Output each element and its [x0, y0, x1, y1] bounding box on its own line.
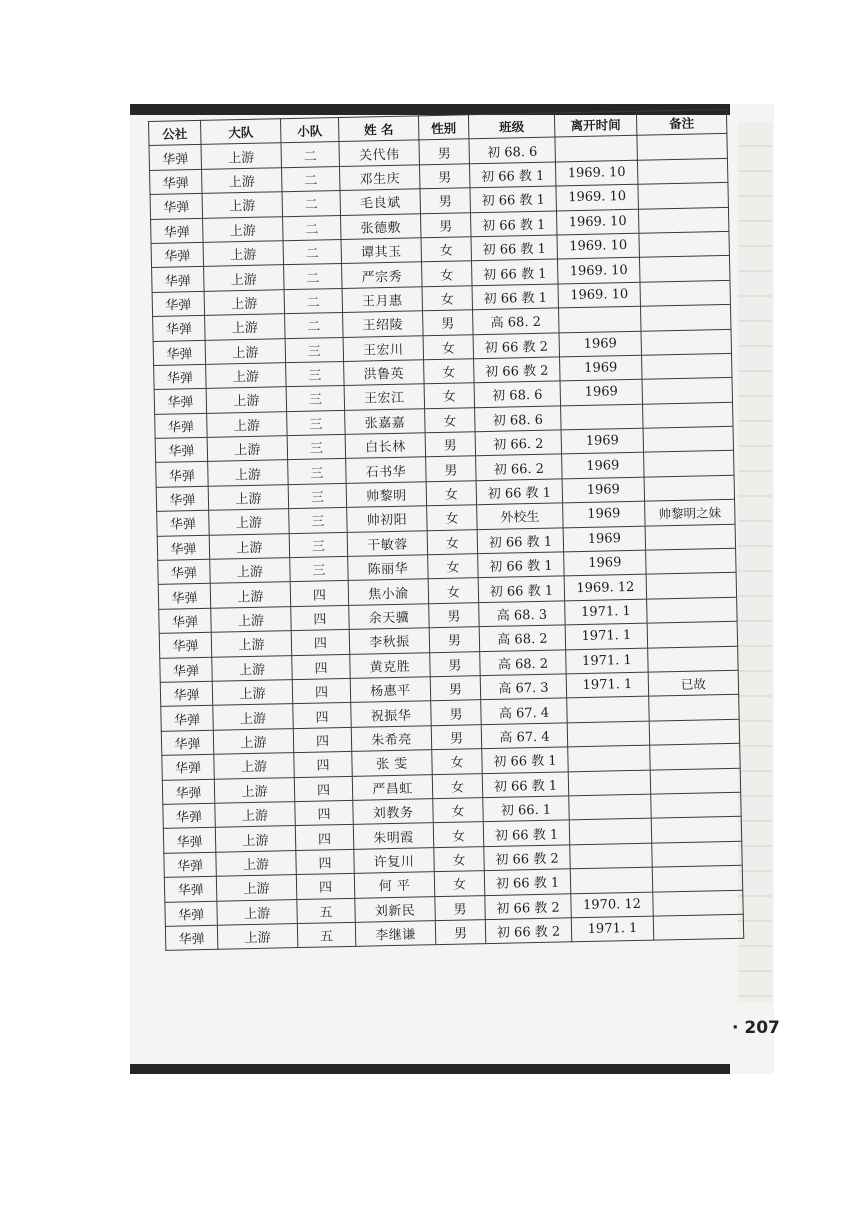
cell-gender: 女 — [433, 822, 483, 847]
cell-gender: 女 — [424, 359, 474, 384]
cell-remarks — [641, 329, 731, 355]
cell-class: 外校生 — [477, 503, 563, 529]
cell-brigade: 上游 — [208, 485, 288, 511]
cell-class: 高 68. 2 — [479, 625, 565, 651]
cell-class: 高 67. 3 — [480, 674, 566, 700]
cell-commune: 华弹 — [164, 852, 216, 877]
cell-class: 初 66 教 1 — [470, 211, 556, 237]
cell-team: 四 — [290, 581, 348, 607]
cell-leave-time: 1971. 1 — [566, 672, 648, 698]
cell-brigade: 上游 — [208, 460, 288, 486]
cell-brigade: 上游 — [217, 923, 297, 949]
cell-commune: 华弹 — [158, 559, 210, 584]
cell-commune: 华弹 — [151, 218, 203, 243]
cell-remarks — [639, 256, 729, 282]
cell-gender: 女 — [424, 383, 474, 408]
cell-remarks — [637, 134, 727, 160]
cell-class: 初 66 教 1 — [478, 576, 564, 602]
cell-remarks — [642, 378, 732, 404]
cell-leave-time: 1969 — [562, 477, 644, 503]
cell-name: 张 雯 — [352, 750, 432, 776]
cell-class: 初 66 教 1 — [482, 771, 568, 797]
cell-class: 初 66 教 1 — [471, 235, 557, 261]
cell-brigade: 上游 — [212, 680, 292, 706]
cell-name: 余天骥 — [349, 604, 429, 630]
cell-leave-time: 1969. 10 — [555, 160, 637, 186]
cell-team: 三 — [289, 532, 347, 558]
cell-commune: 华弹 — [162, 779, 214, 804]
header-leave-time: 离开时间 — [554, 111, 636, 137]
cell-leave-time — [568, 745, 650, 771]
cell-team: 三 — [285, 337, 343, 363]
cell-class: 初 66 教 1 — [478, 552, 564, 578]
cell-gender: 男 — [429, 627, 479, 652]
cell-class: 高 68. 2 — [473, 308, 559, 334]
cell-name: 王月惠 — [342, 287, 422, 313]
cell-gender: 女 — [422, 285, 472, 310]
cell-gender: 男 — [419, 139, 469, 164]
roster-table — [148, 109, 744, 951]
cell-team: 二 — [284, 264, 342, 290]
cell-name: 刘新民 — [355, 896, 435, 922]
cell-team: 三 — [290, 556, 348, 582]
cell-name: 黄克胜 — [350, 652, 430, 678]
cell-brigade: 上游 — [214, 777, 294, 803]
cell-remarks — [647, 621, 737, 647]
cell-remarks — [643, 426, 733, 452]
cell-team: 四 — [294, 776, 352, 802]
cell-gender: 男 — [430, 676, 480, 701]
cell-remarks — [644, 451, 734, 477]
cell-brigade: 上游 — [212, 655, 292, 681]
cell-commune: 华弹 — [150, 169, 202, 194]
cell-team: 五 — [297, 898, 355, 924]
cell-remarks — [637, 158, 727, 184]
cell-gender: 男 — [426, 456, 476, 481]
cell-team: 五 — [297, 922, 355, 948]
cell-name: 王宏川 — [343, 335, 423, 361]
cell-commune: 华弹 — [161, 730, 213, 755]
cell-remarks — [642, 353, 732, 379]
cell-leave-time: 1971. 1 — [566, 648, 648, 674]
cell-brigade: 上游 — [202, 167, 282, 193]
cell-team: 三 — [289, 508, 347, 534]
cell-team: 四 — [292, 678, 350, 704]
cell-class: 初 66 教 1 — [472, 284, 558, 310]
cell-gender: 男 — [435, 895, 485, 920]
cell-leave-time — [561, 404, 643, 430]
cell-commune: 华弹 — [160, 681, 212, 706]
cell-commune: 华弹 — [155, 437, 207, 462]
cell-team: 二 — [281, 142, 339, 168]
cell-class: 高 67. 4 — [481, 723, 567, 749]
cell-brigade: 上游 — [213, 704, 293, 730]
cell-brigade: 上游 — [207, 436, 287, 462]
cell-gender: 女 — [428, 554, 478, 579]
cell-leave-time — [570, 867, 652, 893]
cell-gender: 女 — [432, 773, 482, 798]
cell-remarks — [638, 207, 728, 233]
cell-class: 初 66 教 2 — [473, 332, 559, 358]
cell-gender: 男 — [431, 724, 481, 749]
cell-team: 四 — [296, 849, 354, 875]
cell-leave-time — [570, 843, 652, 869]
cell-commune: 华弹 — [150, 194, 202, 219]
cell-team: 四 — [294, 752, 352, 778]
cell-brigade: 上游 — [206, 387, 286, 413]
cell-brigade: 上游 — [210, 582, 290, 608]
cell-leave-time: 1969 — [562, 453, 644, 479]
cell-remarks: 帅黎明之妹 — [645, 500, 735, 526]
cell-remarks — [653, 914, 743, 940]
cell-commune: 华弹 — [157, 511, 209, 536]
cell-brigade: 上游 — [204, 265, 284, 291]
cell-gender: 男 — [425, 432, 475, 457]
cell-brigade: 上游 — [202, 192, 282, 218]
cell-name: 李继谦 — [355, 921, 435, 947]
cell-team: 四 — [293, 727, 351, 753]
cell-leave-time — [568, 770, 650, 796]
cell-class: 初 66 教 2 — [485, 893, 571, 919]
cell-gender: 女 — [426, 481, 476, 506]
cell-name: 张德敷 — [341, 213, 421, 239]
cell-commune: 华弹 — [163, 803, 215, 828]
cell-name: 刘教务 — [353, 799, 433, 825]
cell-leave-time — [559, 306, 641, 332]
cell-class: 初 68. 6 — [469, 137, 555, 163]
cell-team: 四 — [295, 825, 353, 851]
cell-commune: 华弹 — [161, 706, 213, 731]
cell-remarks — [639, 231, 729, 257]
cell-brigade: 上游 — [207, 411, 287, 437]
cell-remarks — [649, 695, 739, 721]
cell-class: 初 66. 1 — [483, 796, 569, 822]
cell-commune: 华弹 — [152, 267, 204, 292]
cell-class: 初 68. 6 — [474, 381, 560, 407]
cell-team: 四 — [295, 800, 353, 826]
cell-gender: 女 — [434, 846, 484, 871]
cell-name: 石书华 — [346, 457, 426, 483]
cell-name: 邓生庆 — [339, 165, 419, 191]
cell-team: 二 — [282, 166, 340, 192]
cell-commune: 华弹 — [159, 632, 211, 657]
cell-class: 初 66 教 1 — [477, 528, 563, 554]
cell-commune: 华弹 — [153, 340, 205, 365]
cell-leave-time — [569, 818, 651, 844]
cell-brigade: 上游 — [206, 363, 286, 389]
cell-name: 何 平 — [354, 872, 434, 898]
cell-brigade: 上游 — [211, 631, 291, 657]
header-class: 班级 — [468, 113, 554, 139]
table-body — [149, 134, 744, 951]
cell-name: 祝振华 — [351, 701, 431, 727]
cell-brigade: 上游 — [213, 728, 293, 754]
cell-name: 朱明霞 — [353, 823, 433, 849]
cell-commune: 华弹 — [149, 145, 201, 170]
cell-remarks — [644, 475, 734, 501]
cell-remarks: 已故 — [648, 670, 738, 696]
cell-class: 初 66 教 1 — [476, 479, 562, 505]
cell-team: 四 — [296, 873, 354, 899]
cell-team: 三 — [288, 459, 346, 485]
cell-commune: 华弹 — [156, 462, 208, 487]
cell-team: 三 — [286, 386, 344, 412]
cell-brigade: 上游 — [214, 753, 294, 779]
cell-leave-time: 1969. 10 — [558, 282, 640, 308]
cell-gender: 男 — [420, 188, 470, 213]
page-number: · 207 — [732, 1018, 780, 1038]
cell-gender: 女 — [425, 407, 475, 432]
cell-class: 高 67. 4 — [481, 698, 567, 724]
header-team: 小队 — [280, 118, 338, 144]
cell-gender: 男 — [419, 164, 469, 189]
cell-leave-time — [555, 136, 637, 162]
cell-gender: 女 — [421, 237, 471, 262]
scan-border-bottom — [130, 1064, 730, 1074]
cell-gender: 男 — [423, 310, 473, 335]
header-gender: 性别 — [418, 115, 468, 140]
cell-remarks — [646, 573, 736, 599]
cell-name: 陈丽华 — [348, 555, 428, 581]
cell-remarks — [651, 792, 741, 818]
cell-gender: 男 — [420, 212, 470, 237]
cell-class: 初 66 教 1 — [482, 747, 568, 773]
cell-class: 初 66 教 1 — [472, 259, 558, 285]
cell-team: 二 — [282, 191, 340, 217]
cell-class: 初 66 教 1 — [484, 869, 570, 895]
cell-gender: 女 — [422, 261, 472, 286]
cell-remarks — [647, 597, 737, 623]
cell-name: 关代伟 — [339, 140, 419, 166]
cell-team: 二 — [283, 239, 341, 265]
cell-class: 初 66 教 2 — [474, 357, 560, 383]
cell-leave-time: 1971. 1 — [571, 916, 653, 942]
cell-leave-time: 1969. 12 — [564, 575, 646, 601]
cell-leave-time — [567, 721, 649, 747]
cell-commune: 华弹 — [164, 876, 216, 901]
header-name: 姓 名 — [338, 116, 418, 142]
cell-name: 杨惠平 — [350, 677, 430, 703]
cell-commune: 华弹 — [155, 413, 207, 438]
cell-gender: 男 — [430, 651, 480, 676]
cell-gender: 女 — [427, 529, 477, 554]
cell-name: 白长林 — [345, 433, 425, 459]
cell-leave-time — [569, 794, 651, 820]
cell-leave-time: 1969 — [560, 380, 642, 406]
cell-name: 李秋振 — [349, 628, 429, 654]
cell-leave-time: 1971. 1 — [565, 623, 647, 649]
cell-remarks — [650, 743, 740, 769]
cell-remarks — [651, 817, 741, 843]
cell-brigade: 上游 — [215, 826, 295, 852]
cell-commune: 华弹 — [153, 315, 205, 340]
cell-leave-time: 1969 — [560, 355, 642, 381]
cell-brigade: 上游 — [216, 850, 296, 876]
roster-table-container — [148, 109, 744, 951]
cell-brigade: 上游 — [205, 314, 285, 340]
cell-gender: 女 — [434, 871, 484, 896]
cell-name: 洪鲁英 — [344, 360, 424, 386]
cell-name: 焦小渝 — [348, 579, 428, 605]
cell-name: 朱希亮 — [351, 725, 431, 751]
cell-commune: 华弹 — [165, 901, 217, 926]
cell-class: 初 66 教 2 — [484, 845, 570, 871]
cell-team: 二 — [285, 313, 343, 339]
cell-remarks — [653, 890, 743, 916]
cell-commune: 华弹 — [160, 657, 212, 682]
cell-brigade: 上游 — [210, 558, 290, 584]
cell-name: 严昌虹 — [352, 774, 432, 800]
cell-commune: 华弹 — [159, 608, 211, 633]
header-remarks: 备注 — [636, 109, 726, 135]
cell-team: 三 — [286, 361, 344, 387]
cell-leave-time: 1969. 10 — [557, 258, 639, 284]
cell-brigade: 上游 — [217, 899, 297, 925]
cell-team: 三 — [287, 435, 345, 461]
cell-gender: 女 — [428, 578, 478, 603]
cell-name: 王绍陵 — [343, 311, 423, 337]
cell-class: 初 66 教 1 — [470, 186, 556, 212]
cell-class: 初 66. 2 — [476, 454, 562, 480]
cell-leave-time: 1970. 12 — [571, 892, 653, 918]
cell-class: 初 66 教 1 — [469, 162, 555, 188]
cell-brigade: 上游 — [216, 875, 296, 901]
cell-brigade: 上游 — [203, 241, 283, 267]
cell-team: 二 — [284, 288, 342, 314]
cell-remarks — [652, 841, 742, 867]
cell-commune: 华弹 — [154, 364, 206, 389]
cell-brigade: 上游 — [205, 338, 285, 364]
cell-gender: 女 — [432, 749, 482, 774]
cell-commune: 华弹 — [156, 486, 208, 511]
cell-leave-time: 1969 — [559, 331, 641, 357]
cell-class: 初 66. 2 — [475, 430, 561, 456]
cell-class: 初 68. 6 — [475, 406, 561, 432]
cell-remarks — [643, 402, 733, 428]
cell-name: 王宏江 — [344, 384, 424, 410]
cell-class: 高 68. 2 — [480, 649, 566, 675]
cell-name: 张嘉嘉 — [345, 408, 425, 434]
cell-leave-time: 1969. 10 — [556, 184, 638, 210]
cell-gender: 女 — [423, 334, 473, 359]
cell-brigade: 上游 — [215, 802, 295, 828]
bleed-through-shadow — [738, 122, 772, 1002]
cell-name: 帅黎明 — [346, 482, 426, 508]
cell-remarks — [648, 646, 738, 672]
cell-brigade: 上游 — [209, 509, 289, 535]
cell-commune: 华弹 — [163, 828, 215, 853]
cell-gender: 男 — [435, 920, 485, 945]
cell-remarks — [652, 865, 742, 891]
cell-leave-time: 1969. 10 — [556, 209, 638, 235]
cell-brigade: 上游 — [204, 289, 284, 315]
cell-leave-time: 1969 — [561, 428, 643, 454]
header-commune: 公社 — [149, 120, 201, 145]
cell-leave-time — [567, 697, 649, 723]
cell-remarks — [649, 719, 739, 745]
cell-commune: 华弹 — [165, 925, 217, 950]
cell-remarks — [650, 768, 740, 794]
cell-commune: 华弹 — [157, 535, 209, 560]
cell-leave-time: 1969. 10 — [557, 233, 639, 259]
cell-remarks — [645, 524, 735, 550]
cell-commune: 华弹 — [158, 584, 210, 609]
cell-name: 谭其玉 — [341, 238, 421, 264]
cell-team: 四 — [291, 630, 349, 656]
cell-team: 三 — [287, 410, 345, 436]
cell-remarks — [646, 548, 736, 574]
cell-team: 三 — [288, 483, 346, 509]
cell-remarks — [638, 183, 728, 209]
cell-gender: 女 — [427, 505, 477, 530]
cell-leave-time: 1969 — [563, 501, 645, 527]
cell-leave-time: 1969 — [563, 526, 645, 552]
cell-class: 初 66 教 2 — [485, 918, 571, 944]
cell-class: 初 66 教 1 — [483, 820, 569, 846]
cell-remarks — [640, 280, 730, 306]
cell-name: 干敏蓉 — [347, 530, 427, 556]
cell-commune: 华弹 — [154, 389, 206, 414]
header-brigade: 大队 — [200, 119, 280, 145]
cell-team: 四 — [292, 654, 350, 680]
cell-commune: 华弹 — [162, 754, 214, 779]
cell-gender: 女 — [433, 798, 483, 823]
cell-brigade: 上游 — [201, 143, 281, 169]
cell-team: 四 — [291, 605, 349, 631]
cell-name: 许复川 — [354, 847, 434, 873]
cell-name: 毛良斌 — [340, 189, 420, 215]
cell-team: 二 — [283, 215, 341, 241]
cell-remarks — [640, 304, 730, 330]
cell-gender: 男 — [429, 602, 479, 627]
cell-class: 高 68. 3 — [479, 601, 565, 627]
cell-commune: 华弹 — [151, 242, 203, 267]
cell-brigade: 上游 — [209, 533, 289, 559]
cell-brigade: 上游 — [211, 606, 291, 632]
cell-name: 严宗秀 — [342, 262, 422, 288]
cell-gender: 男 — [431, 700, 481, 725]
cell-leave-time: 1969 — [564, 550, 646, 576]
cell-brigade: 上游 — [203, 216, 283, 242]
cell-name: 帅初阳 — [347, 506, 427, 532]
cell-commune: 华弹 — [152, 291, 204, 316]
cell-leave-time: 1971. 1 — [565, 599, 647, 625]
cell-team: 四 — [293, 703, 351, 729]
